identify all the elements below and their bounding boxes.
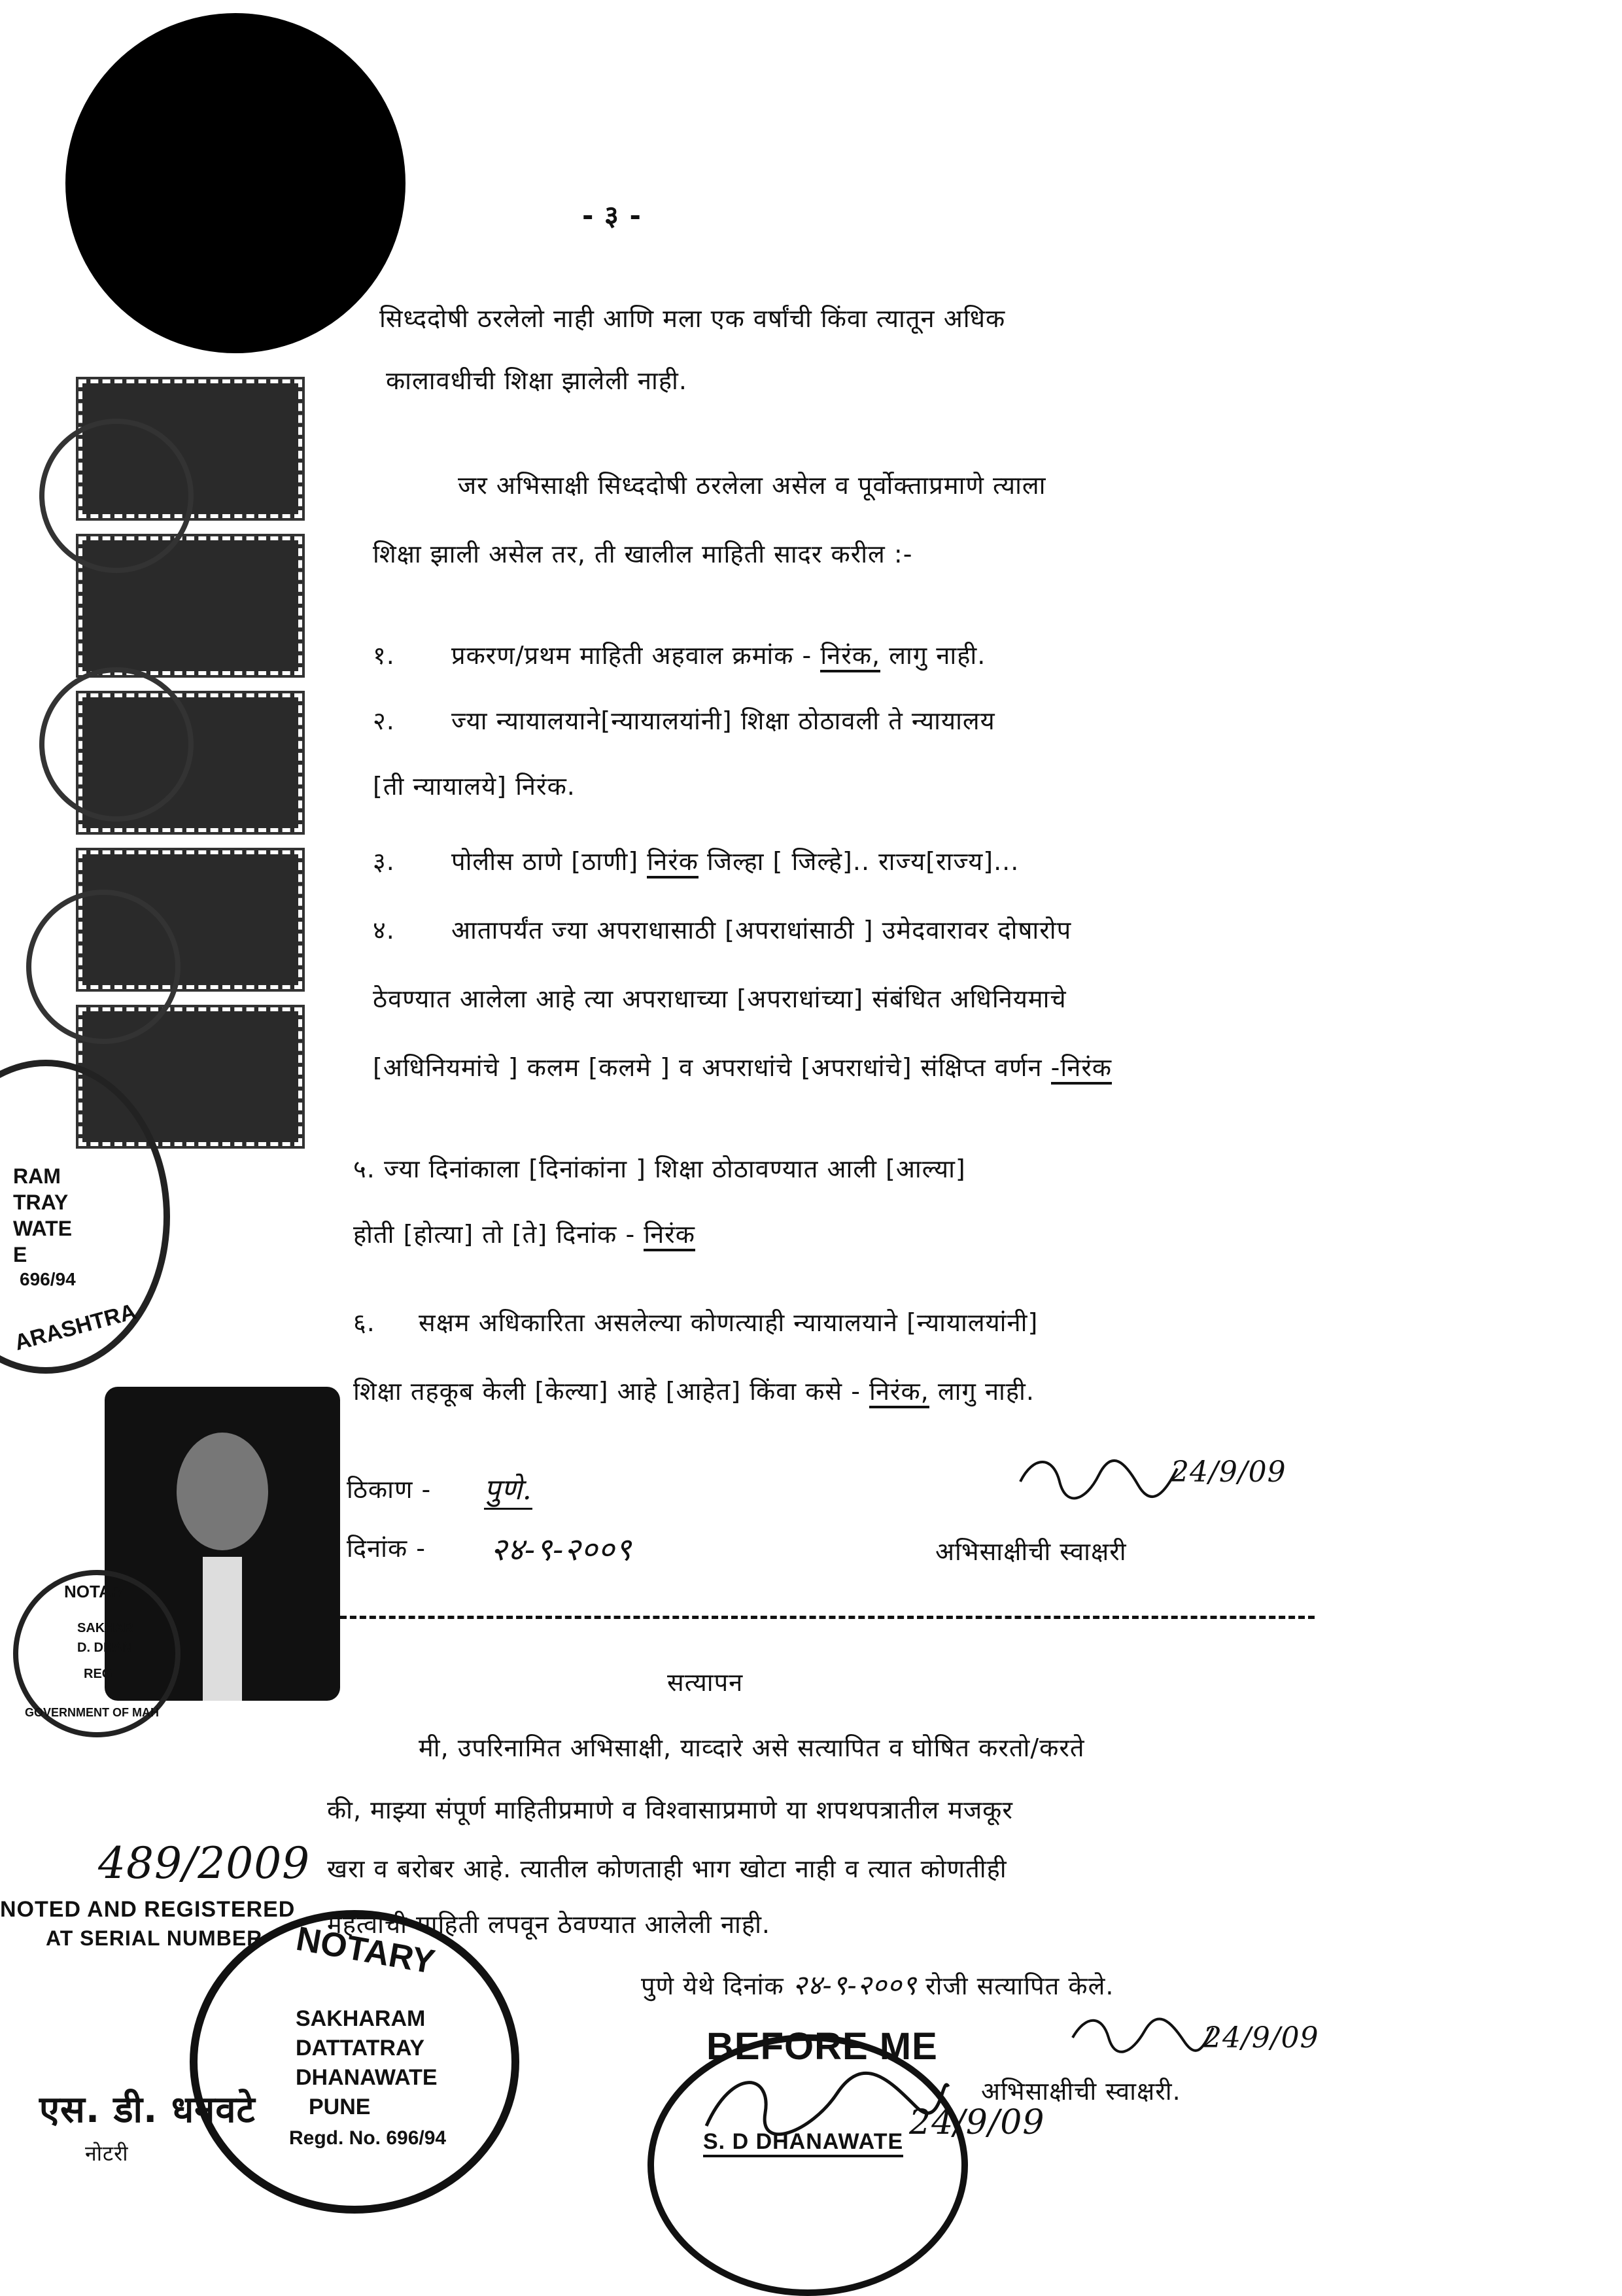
verification-line: महत्वाची माहिती लपवून ठेवण्यात आलेली नाही. (327, 1910, 771, 1939)
item-text: ज्या न्यायालयाने[न्यायालयांनी] शिक्षा ठोठावली ते न्यायालय (451, 706, 995, 735)
item-text: [ती न्यायालये] निरंक. (373, 772, 576, 801)
item-label: पोलीस ठाणे [ठाणी] (451, 847, 639, 876)
verification-heading: सत्यापन (667, 1668, 744, 1697)
side-seal-line: ARASHTRA (12, 1298, 139, 1356)
verification-line (641, 1966, 1114, 2003)
seal-impression (26, 890, 181, 1044)
para-line: शिक्षा झाली असेल तर, ती खालील माहिती सादर करील :- (373, 540, 913, 568)
item-text (451, 844, 1019, 878)
verification-line: की, माझ्या संपूर्ण माहितीप्रमाणे व विश्वासाप्रमाणे या शपथपत्रातील मजकूर (327, 1796, 1013, 1824)
before-me-date: 24/9/09 (909, 2103, 1045, 2142)
item-answer: निरंक (644, 1220, 695, 1251)
notary-seal-title: NOTARY (293, 1919, 438, 1982)
item-text (353, 1151, 966, 1185)
item-text (353, 1374, 1035, 1408)
signature-date: 24/9/09 (1171, 1455, 1286, 1489)
signature-scribble (1014, 1449, 1184, 1508)
before-me-name: S. D DHANAWATE (703, 2129, 903, 2157)
item-number: २. (373, 706, 395, 735)
notary-seal-name: DATTATRAY (296, 2036, 425, 2061)
photo-face (177, 1433, 268, 1550)
date-label: दिनांक - (347, 1534, 426, 1563)
item-text: सक्षम अधिकारिता असलेल्या कोणत्याही न्यायालयाने [न्यायालयांनी] (419, 1308, 1039, 1337)
notary-seal-city: PUNE (309, 2095, 371, 2119)
section-divider (340, 1616, 1315, 1619)
notary-sub-label: नोटरी (85, 2141, 129, 2166)
item-text: आतापर्यंत ज्या अपराधासाठी [अपराधांसाठी ] उमेदवारावर दोषारोप (451, 916, 1072, 945)
signature-label: अभिसाक्षीची स्वाक्षरी (935, 1537, 1127, 1566)
notary-seal-name: SAKHARAM (296, 2006, 426, 2031)
before-me-title: BEFORE ME (706, 2025, 938, 2068)
place-label: ठिकाण - (347, 1475, 432, 1504)
item-answer: -निरंक (1051, 1053, 1112, 1085)
photo-shirt (203, 1557, 242, 1701)
side-seal-line: RAM (13, 1164, 61, 1188)
notary-seal-name: DHANAWATE (296, 2065, 438, 2090)
signature-label: अभिसाक्षीची स्वाक्षरी. (981, 2077, 1181, 2106)
para-line: जर अभिसाक्षी सिध्ददोषी ठरलेला असेल व पूर्वोक्ताप्रमाणे त्याला (458, 471, 1046, 500)
side-seal-line: E (13, 1243, 27, 1266)
item-text (451, 638, 986, 672)
verification-line: मी, उपरिनामित अभिसाक्षी, याव्दारे असे सत्यापित व घोषित करतो/करते (419, 1733, 1085, 1762)
item-tail: जिल्हा [ जिल्हे].. राज्य[राज्य]... (707, 847, 1020, 876)
item-tail: लागु नाही. (889, 641, 986, 670)
item-label: [अधिनियमांचे ] कलम [कलमे ] व अपराधांचे [अपराधांचे] संक्षिप्त वर्णन (373, 1053, 1043, 1082)
item-number: ४. (373, 916, 395, 945)
registry-number: 489/2009 (98, 1838, 311, 1888)
item-label: शिक्षा तहकूब केली [केल्या] आहे [आहेत] किंवा कसे - (353, 1377, 861, 1406)
registry-line: AT SERIAL NUMBER (46, 1926, 263, 1950)
item-text (353, 1217, 695, 1251)
item-number: ५. (353, 1155, 375, 1183)
date-value: २४-९-२००९ (491, 1531, 632, 1568)
place-value: पुणे. (484, 1469, 532, 1510)
small-notary-seal (13, 1570, 181, 1737)
item-number: ६. (353, 1308, 375, 1337)
registry-line: NOTED AND REGISTERED (0, 1897, 296, 1922)
page-number: - ३ - (582, 200, 642, 232)
seal-text: D. DHAN (77, 1641, 132, 1655)
notary-seal (190, 1910, 519, 2214)
signature-date: 24/9/09 (1203, 2021, 1319, 2055)
item-answer: निरंक, (869, 1377, 929, 1408)
item-label: ज्या दिनांकाला [दिनांकांना ] शिक्षा ठोठावण्यात आली [आल्या] (383, 1155, 966, 1183)
item-label: होती [होत्या] तो [ते] दिनांक - (353, 1220, 636, 1249)
seal-text: SAKHAR (77, 1621, 133, 1635)
verification-tail: रोजी सत्यापित केले. (925, 1972, 1114, 2000)
item-tail: लागु नाही. (937, 1377, 1035, 1406)
side-seal-line: WATE (13, 1217, 73, 1240)
signature-scribble (1066, 2008, 1216, 2061)
seal-text: NOTAR (64, 1582, 124, 1601)
redacted-seal (65, 13, 406, 353)
notary-name-devanagari: एस. डी. धनवटे (39, 2089, 256, 2131)
seal-impression (39, 419, 194, 573)
verification-label: पुणे येथे दिनांक (641, 1972, 784, 2000)
seal-text: GOVERNMENT OF MAH (25, 1706, 159, 1719)
item-text: ठेवण्यात आलेला आहे त्या अपराधाच्या [अपराधांच्या] संबंधित अधिनियमाचे (373, 984, 1067, 1013)
side-seal-line: TRAY (13, 1191, 69, 1214)
side-seal-line: 696/94 (20, 1269, 76, 1289)
seal-impression (39, 667, 194, 822)
intro-line: सिध्ददोषी ठरलेलो नाही आणि मला एक वर्षांची किंवा त्यातून अधिक (379, 304, 1006, 333)
verification-date: २४-९-२००९ (792, 1969, 918, 2001)
intro-line: कालावधीची शिक्षा झालेली नाही. (386, 366, 687, 395)
item-number: ३. (373, 847, 395, 876)
notary-seal-regd: Regd. No. 696/94 (289, 2127, 447, 2149)
item-number: १. (373, 641, 395, 670)
item-answer: निरंक, (820, 641, 880, 672)
item-text (373, 1050, 1112, 1084)
verification-line: खरा व बरोबर आहे. त्यातील कोणताही भाग खोटा नाही व त्यात कोणतीही (327, 1854, 1007, 1883)
item-answer: निरंक (647, 847, 699, 878)
item-label: प्रकरण/प्रथम माहिती अहवाल क्रमांक - (451, 641, 812, 670)
seal-text: REG (84, 1667, 112, 1681)
